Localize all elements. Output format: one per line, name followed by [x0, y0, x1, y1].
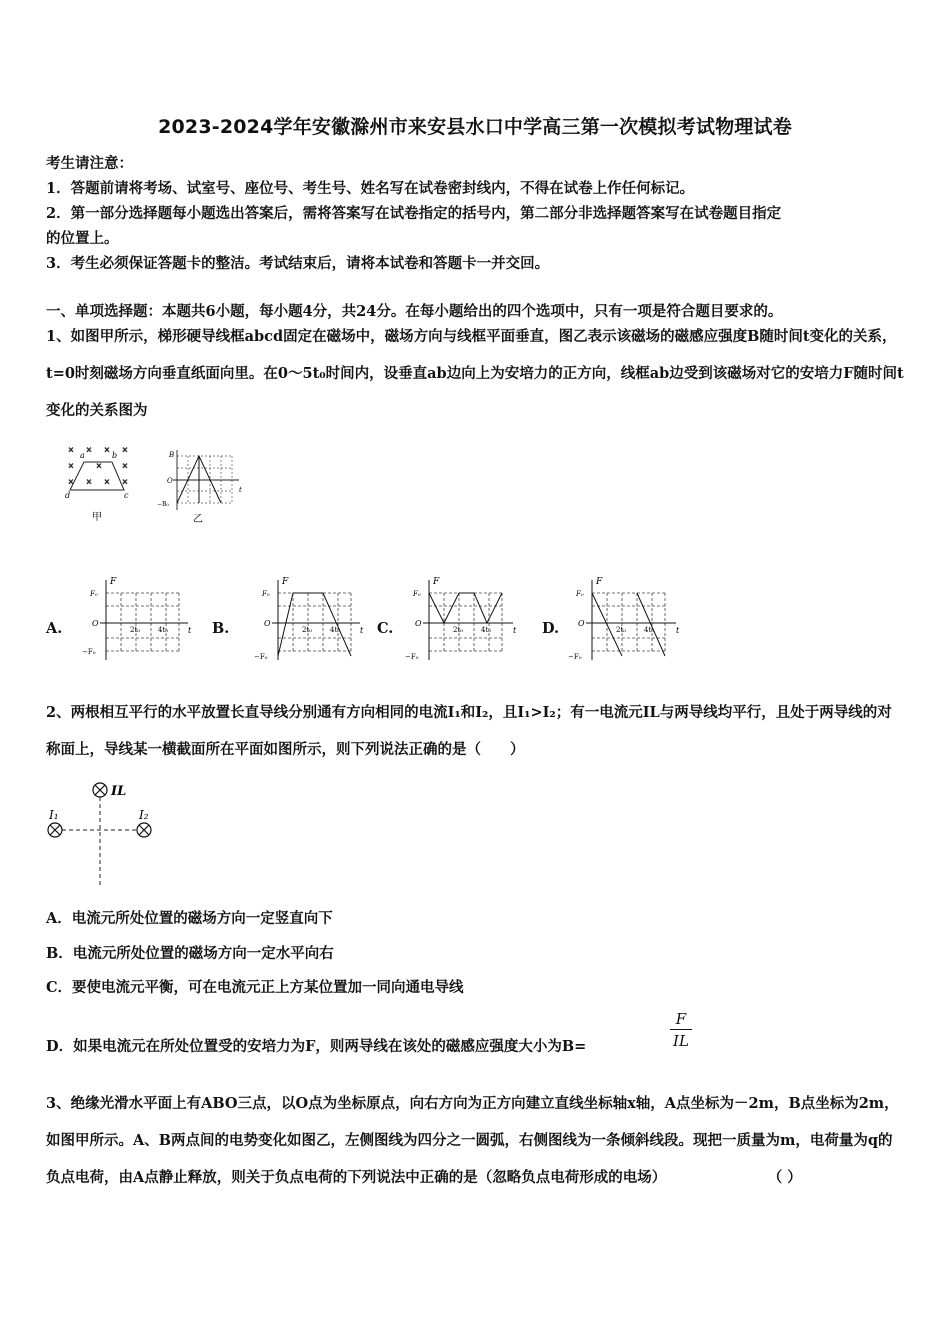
notice-item: 2．第一部分选择题每小题选出答案后，需将答案写在试卷指定的括号内，第二部分非选择题答案写在试卷题目指定 — [46, 205, 782, 222]
label-i2: I₂ — [139, 808, 149, 822]
q2-option-c[interactable]: C．要使电流元平衡，可在电流元正上方某位置加一同向通电导线 — [46, 979, 464, 996]
tick-2t0: 2t₀ — [302, 626, 313, 634]
tick-4t0: 4t₀ — [330, 626, 341, 634]
field-mark: × — [122, 478, 128, 486]
axis-t: t — [513, 626, 517, 635]
neg-f0-label: −F₀ — [82, 648, 96, 656]
f-curve — [429, 593, 502, 623]
axis-F: F — [282, 577, 289, 587]
axis-t: t — [239, 486, 242, 494]
tick-4t0: 4t₀ — [644, 626, 655, 634]
field-mark: × — [104, 478, 110, 486]
f-curve — [637, 593, 665, 656]
figure-yi — [155, 448, 250, 530]
field-mark: × — [96, 462, 102, 470]
q2-option-d[interactable]: D．如果电流元在所处位置受的安培力为F，则两导线在该处的磁感应强度大小为B= — [46, 1038, 587, 1055]
fraction — [670, 1010, 692, 1050]
label-i1: I₁ — [49, 808, 59, 822]
neg-f0-label: −F₀ — [568, 653, 582, 661]
field-mark: × — [86, 478, 92, 486]
q2-option-b[interactable]: B．电流元所处位置的磁场方向一定水平向右 — [46, 945, 334, 962]
notice-item: 的位置上。 — [46, 230, 119, 247]
origin: O — [415, 619, 422, 628]
notice-heading: 考生请注意： — [46, 155, 133, 172]
axis-B: B — [169, 451, 175, 459]
f0-label: F₀ — [413, 590, 421, 598]
tick-4t0: 4t₀ — [481, 626, 492, 634]
f0-label: F₀ — [576, 590, 584, 598]
field-mark: × — [68, 446, 74, 454]
origin: O — [167, 477, 173, 485]
figure-jia — [60, 440, 145, 525]
neg-f0-label: −F₀ — [254, 653, 268, 661]
fraction-denominator: IL — [673, 1032, 689, 1050]
option-label-a: A. — [46, 620, 63, 637]
label-c: c — [124, 491, 129, 500]
label-a: a — [80, 451, 85, 460]
notice-item: 3．考生必须保证答题卡的整洁。考试结束后，请将本试卷和答题卡一并交回。 — [46, 255, 550, 272]
tick-2t0: 2t₀ — [453, 626, 464, 634]
section-heading: 一、单项选择题：本题共6小题，每小题4分，共24分。在每小题给出的四个选项中，只有一项是符合题目要求的。 — [46, 303, 783, 320]
label-b: b — [112, 451, 118, 460]
figure-yi-caption: 乙 — [193, 514, 203, 525]
field-mark: × — [68, 462, 74, 470]
tick-2t0: 2t₀ — [130, 626, 141, 634]
tick-4t0: 4t₀ — [158, 626, 169, 634]
axis-t: t — [676, 626, 680, 635]
origin: O — [264, 619, 271, 628]
axis-F: F — [433, 577, 440, 587]
option-label-c: C. — [377, 620, 394, 637]
notice-item: 1．答题前请将考场、试室号、座位号、考生号、姓名写在试卷密封线内，不得在试卷上作任何标记。 — [46, 180, 695, 197]
neg-b0: −B₀ — [157, 501, 169, 508]
axis-F: F — [110, 577, 117, 587]
field-mark: × — [122, 462, 128, 470]
f-curve — [592, 593, 622, 656]
field-mark: × — [122, 446, 128, 454]
option-label-d: D. — [542, 620, 560, 637]
figure-jia-caption: 甲 — [92, 512, 102, 523]
question-1-text: 1、如图甲所示，梯形硬导线框abcd固定在磁场中，磁场方向与线框平面垂直，图乙表示该磁场的磁感应强度B随时间t变化的关系，t=0时刻磁场方向垂直纸面向里。在0～5t₀时间内，设垂直ab边向上为安培力的正方向，线框ab边受到该磁场对它的安培力F随时间t变化的关系图为 — [46, 328, 904, 419]
axis-t: t — [360, 626, 364, 635]
origin: O — [578, 619, 585, 628]
label-d: d — [65, 491, 71, 500]
option-graph-b[interactable] — [252, 576, 367, 664]
fraction-numerator: F — [670, 1010, 692, 1030]
f0-label: F₀ — [262, 590, 270, 598]
axis-F: F — [596, 577, 603, 587]
question-2-text: 2、两根相互平行的水平放置长直导线分别通有方向相同的电流I₁和I₂，且I₁>I₂；有一电流元IL与两导线均平行，且处于两导线的对称面上，导线某一横截面所在平面如图所示，则下列说法正确的是（ ） — [46, 704, 892, 758]
axis-t: t — [188, 626, 192, 635]
question-3-text: 3、绝缘光滑水平面上有ABO三点，以O点为坐标原点，向右方向为正方向建立直线坐标轴x轴，A点坐标为－2m，B点坐标为2m，如图甲所示。A、B两点间的电势变化如图乙，左侧图线为四分之一圆弧，右侧图线为一条倾斜线段。现把一质量为m，电荷量为q的负点电荷，由A点静止释放，则关于负点电荷的下列说法中正确的是（忽略负点电荷形成的电场） （ ） — [46, 1095, 899, 1186]
f0-label: F₀ — [90, 590, 98, 598]
label-il: IL — [111, 784, 127, 799]
f-curve — [278, 593, 351, 656]
option-graph-a[interactable] — [80, 576, 195, 664]
tick-2t0: 2t₀ — [616, 626, 627, 634]
page-title: 2023-2024学年安徽滁州市来安县水口中学高三第一次模拟考试物理试卷 — [158, 116, 792, 138]
neg-f0-label: −F₀ — [405, 653, 419, 661]
origin: O — [92, 619, 99, 628]
field-mark: × — [86, 446, 92, 454]
option-graph-d[interactable] — [566, 576, 684, 664]
figure-q2 — [40, 775, 170, 890]
option-label-b: B. — [212, 620, 230, 637]
field-mark: × — [68, 478, 74, 486]
q2-option-a[interactable]: A．电流元所处位置的磁场方向一定竖直向下 — [46, 910, 333, 927]
field-mark: × — [104, 446, 110, 454]
option-graph-c[interactable] — [403, 576, 521, 664]
